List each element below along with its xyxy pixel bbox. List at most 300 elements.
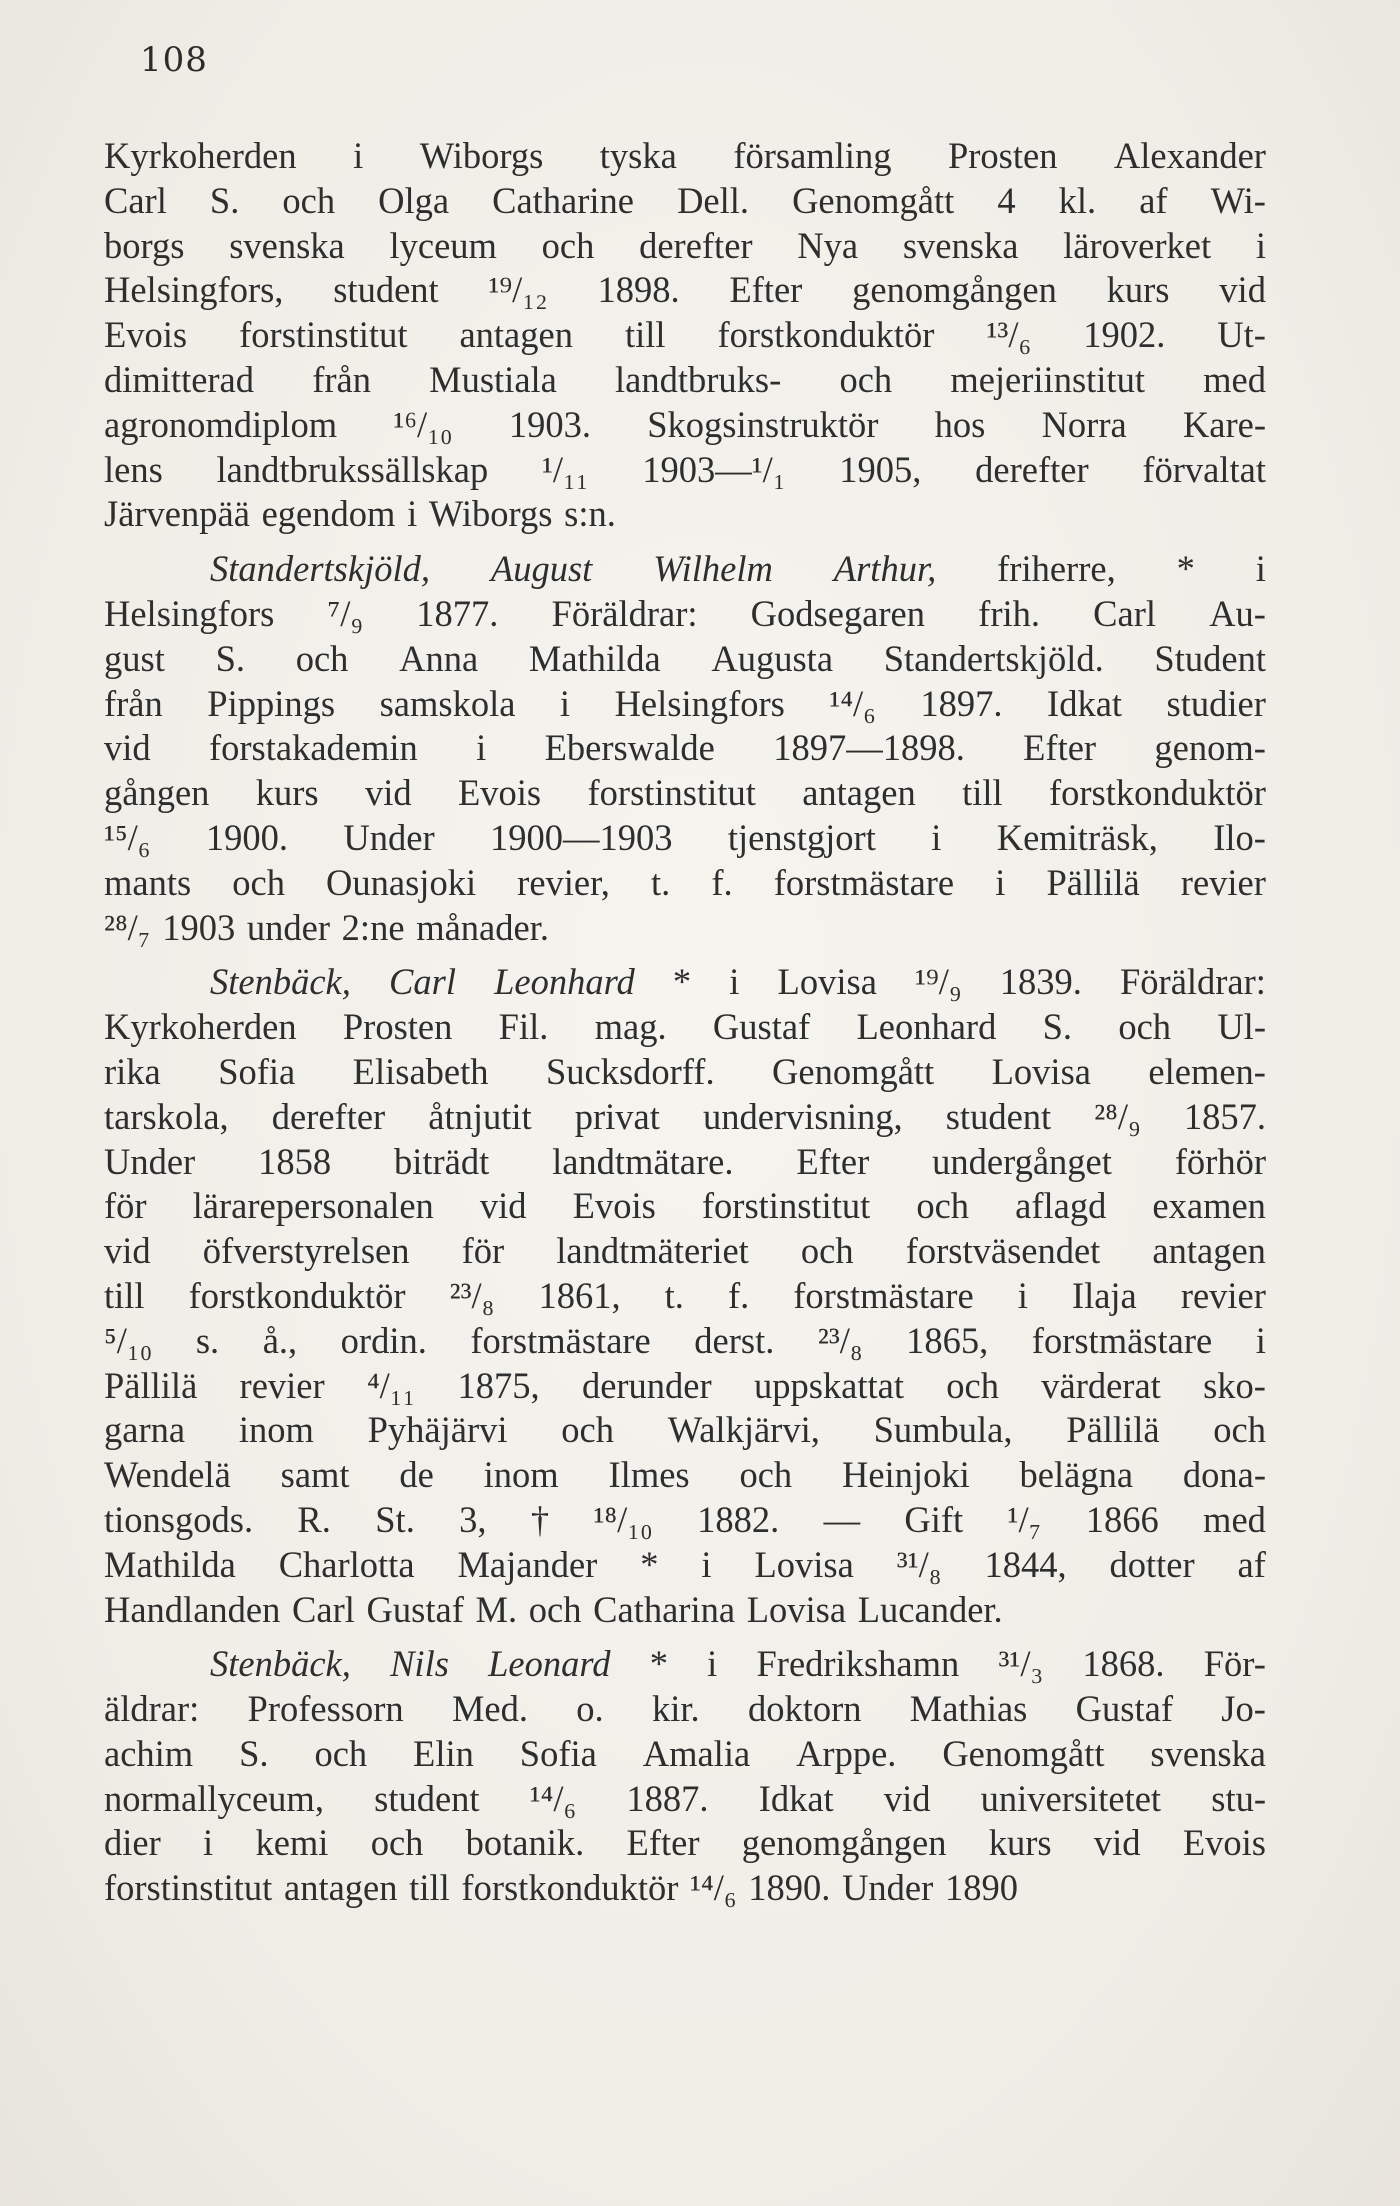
word: lens <box>104 448 163 490</box>
word: i <box>1017 1274 1028 1316</box>
word: Genomgått <box>942 1732 1105 1774</box>
word: från <box>104 682 163 724</box>
word: forstmästare <box>793 1274 974 1316</box>
word: gust <box>104 637 165 679</box>
word: Pyhäjärvi <box>367 1409 508 1451</box>
entry-paragraph <box>104 547 1266 950</box>
word: Dell. <box>677 179 750 221</box>
word: vid <box>883 1777 931 1819</box>
word: och <box>314 1732 368 1774</box>
word: f. <box>727 1274 750 1316</box>
word: 1861, <box>538 1274 621 1316</box>
word: inom <box>238 1409 314 1451</box>
word: Föräldrar: <box>551 592 698 634</box>
word: förvaltat <box>1142 448 1266 490</box>
word: Med. <box>451 1688 528 1730</box>
word: lärarepersonalen <box>192 1185 434 1227</box>
word: och <box>800 1230 854 1272</box>
text-line <box>104 1050 1266 1095</box>
word: Kyrkoherden <box>104 1006 297 1048</box>
word: S. <box>209 179 240 221</box>
word: med <box>1203 1498 1266 1540</box>
word: Gustaf <box>366 1588 464 1630</box>
word: dotter <box>1109 1543 1195 1585</box>
italic-name-word: Stenbäck, <box>210 961 351 1003</box>
word: landtmäteriet <box>556 1230 749 1272</box>
word: 1903. <box>508 403 591 445</box>
word: mants <box>104 861 192 903</box>
word: Mathias <box>909 1688 1028 1730</box>
word: läroverket <box>1063 224 1212 266</box>
word: ¹/₇ <box>1007 1498 1042 1540</box>
word: ¹⁴/₆ <box>529 1777 577 1819</box>
word: ⁵/₁₀ <box>104 1319 153 1361</box>
word: för <box>104 1185 147 1227</box>
word: Kare- <box>1182 403 1266 445</box>
word: och <box>370 1822 424 1864</box>
word: Ilaja <box>1071 1274 1137 1316</box>
word: Järvenpää <box>104 493 250 535</box>
word: Leonhard <box>856 1006 997 1048</box>
word: värderat <box>1041 1364 1161 1406</box>
word: Au- <box>1209 592 1266 634</box>
word: ²⁸/₇ <box>104 906 151 948</box>
word: 1902. <box>1083 314 1166 356</box>
word: S. <box>1042 1006 1073 1048</box>
word: mag. <box>594 1006 667 1048</box>
entry-paragraph <box>104 134 1266 537</box>
word: derefter <box>271 1095 386 1137</box>
word: Eberswalde <box>544 727 715 769</box>
word: och <box>541 224 595 266</box>
word: friherre, <box>997 548 1116 590</box>
word: Pällilä <box>1066 1409 1160 1451</box>
word: Wendelä <box>104 1454 231 1496</box>
text-line <box>104 1453 1266 1498</box>
italic-name-word: Wilhelm <box>653 548 773 590</box>
text-line <box>104 960 1266 1005</box>
word: vid <box>104 1230 151 1272</box>
word: kl. <box>1058 179 1097 221</box>
word: * <box>1176 548 1195 590</box>
word: Norra <box>1041 403 1127 445</box>
word: och <box>739 1454 793 1496</box>
word: Elisabeth <box>352 1050 489 1092</box>
word: Evois <box>458 772 542 814</box>
word: vid <box>1219 269 1266 311</box>
italic-name-word: Carl <box>389 961 456 1003</box>
italic-name-word: Leonard <box>488 1643 611 1685</box>
text-line <box>104 268 1266 313</box>
word: dier <box>104 1822 161 1864</box>
word: genomgången <box>852 269 1057 311</box>
word: månader. <box>416 906 549 948</box>
text-line <box>104 492 1266 537</box>
word: Lovisa <box>991 1050 1091 1092</box>
word: Skogsinstruktör <box>647 403 879 445</box>
word: borgs <box>104 224 185 266</box>
text-line <box>104 1095 1266 1140</box>
word: i <box>203 1822 214 1864</box>
entry-paragraph <box>104 1642 1266 1911</box>
word: forstinstitut <box>587 772 756 814</box>
word: t. <box>651 861 671 903</box>
word: ⁴/₁₁ <box>366 1364 416 1406</box>
text-line <box>104 906 1266 951</box>
word: forstakademin <box>208 727 418 769</box>
word: antagen <box>459 314 573 356</box>
text-line <box>104 682 1266 727</box>
word: student <box>945 1095 1052 1137</box>
italic-name-word: Stenbäck, <box>210 1643 351 1685</box>
word: svenska <box>1150 1732 1266 1774</box>
word: Majander <box>457 1543 598 1585</box>
word: forstinstitut <box>701 1185 871 1227</box>
word: t. <box>664 1274 684 1316</box>
word: o. <box>576 1688 604 1730</box>
paragraph-spacer <box>104 537 1266 547</box>
word: kurs <box>988 1822 1052 1864</box>
paragraph-spacer <box>104 1632 1266 1642</box>
word: Genomgått <box>772 1050 935 1092</box>
word: forstkonduktör <box>188 1274 406 1316</box>
text-line <box>104 1588 1266 1633</box>
word: Mustiala <box>429 358 557 400</box>
word: revier <box>1180 861 1266 903</box>
word: 1897. <box>920 682 1003 724</box>
word: Olga <box>378 179 450 221</box>
word: ordin. <box>340 1319 427 1361</box>
word: och <box>839 358 893 400</box>
word: till <box>104 1274 145 1316</box>
word: till <box>409 1867 450 1909</box>
word: forstmästare <box>773 861 955 903</box>
word: student <box>333 269 439 311</box>
word: forstväsendet <box>905 1230 1101 1272</box>
word: i <box>407 493 418 535</box>
word: genomgången <box>741 1822 947 1864</box>
word: och <box>528 1588 582 1630</box>
word: mejeriinstitut <box>950 358 1145 400</box>
word: Efter <box>729 269 803 311</box>
word: aflagd <box>1015 1185 1107 1227</box>
word: Kyrkoherden <box>104 135 297 176</box>
word: 1900. <box>205 816 289 858</box>
word: derunder <box>581 1364 712 1406</box>
text-line <box>104 1777 1266 1822</box>
word: 1882. <box>697 1498 780 1540</box>
word: genom- <box>1154 727 1266 769</box>
word: undergånget <box>932 1140 1112 1182</box>
word: tarskola, <box>104 1095 229 1137</box>
word: Charlotta <box>278 1543 415 1585</box>
word: och <box>1213 1409 1266 1451</box>
word: Föräldrar: <box>1119 961 1266 1003</box>
word: i <box>559 682 571 724</box>
word: förhör <box>1174 1140 1266 1182</box>
word: 2:ne <box>341 906 405 948</box>
word: Efter <box>796 1140 870 1182</box>
word: 1857. <box>1183 1095 1266 1137</box>
word: ²³/₈ <box>817 1319 863 1361</box>
paragraph-spacer <box>104 950 1266 960</box>
word: till <box>624 314 666 356</box>
word: i <box>701 1543 712 1585</box>
word: 1887. <box>626 1777 709 1819</box>
text-line <box>104 547 1266 592</box>
word: Nya <box>797 224 859 266</box>
word: Idkat <box>1047 682 1123 724</box>
word: forstkonduktör <box>461 1867 679 1909</box>
word: s:n. <box>564 493 616 535</box>
word: Fredrikshamn <box>756 1643 960 1685</box>
word: 1868. <box>1082 1643 1165 1685</box>
word: Ounasjoki <box>326 861 477 903</box>
word: vid <box>479 1185 527 1227</box>
word: Efter <box>626 1822 700 1864</box>
word: Genomgått <box>792 179 955 221</box>
word: af <box>1237 1543 1266 1585</box>
word: och <box>232 861 285 903</box>
word: äldrar: <box>104 1688 200 1730</box>
word: samskola <box>379 682 516 724</box>
page-body-text <box>104 134 1266 1911</box>
word: botanik. <box>465 1822 585 1864</box>
word: å., <box>262 1319 298 1361</box>
word: Alexander <box>1113 135 1266 176</box>
word: studier <box>1166 682 1266 724</box>
word: svenska <box>229 224 345 266</box>
word: uppskattat <box>753 1364 904 1406</box>
word: 1877. <box>416 592 499 634</box>
text-line <box>104 1543 1266 1588</box>
word: med <box>1203 358 1266 400</box>
word: Ul- <box>1217 1006 1266 1048</box>
word: Helsingfors, <box>104 269 284 311</box>
word: derefter <box>639 224 753 266</box>
word: Wiborgs <box>428 493 553 535</box>
word: ³¹/₃ <box>998 1643 1044 1685</box>
word: Sucksdorff. <box>545 1050 715 1092</box>
word: * <box>640 1543 659 1585</box>
text-line <box>104 179 1266 224</box>
word: landtbrukssällskap <box>216 448 489 490</box>
word: Arppe. <box>796 1732 897 1774</box>
word: ¹³/₆ <box>986 314 1032 356</box>
word: kurs <box>1106 269 1170 311</box>
word: Sofia <box>519 1732 597 1774</box>
word: i <box>1255 548 1266 590</box>
word: Amalia <box>642 1732 751 1774</box>
word: och <box>295 637 349 679</box>
word: revier, <box>517 861 610 903</box>
word: För- <box>1203 1643 1266 1685</box>
word: ¹⁵/₆ <box>104 816 151 858</box>
word: Prosten <box>342 1006 453 1048</box>
word: 1839. <box>999 961 1082 1003</box>
word: ³¹/₈ <box>896 1543 942 1585</box>
text-line <box>104 1229 1266 1274</box>
word: Pällilä <box>104 1364 198 1406</box>
word: Carl <box>1093 592 1157 634</box>
word: f. <box>711 861 733 903</box>
text-line <box>104 1642 1266 1687</box>
word: Wi- <box>1210 179 1266 221</box>
word: Standertskjöld. <box>883 637 1104 679</box>
word: 1897—1898. <box>773 727 965 769</box>
word: ⁷/₉ <box>327 592 364 634</box>
word: Idkat <box>758 1777 834 1819</box>
word: landtbruks- <box>615 358 782 400</box>
text-line <box>104 313 1266 358</box>
word: ¹⁹/₉ <box>915 961 962 1003</box>
word: biträdt <box>393 1140 490 1182</box>
word: forstinstitut <box>239 314 408 356</box>
text-line <box>104 1140 1266 1185</box>
word: privat <box>574 1095 660 1137</box>
word: och <box>916 1185 970 1227</box>
word: ²⁸/₉ <box>1094 1095 1141 1137</box>
word: Catharine <box>492 179 635 221</box>
word: Gustaf <box>712 1006 811 1048</box>
word: rika <box>104 1050 161 1092</box>
word: inom <box>483 1454 559 1496</box>
word: revier <box>1180 1274 1266 1316</box>
word: hos <box>934 403 986 445</box>
word: frih. <box>978 592 1040 634</box>
word: i <box>995 861 1006 903</box>
word: dimitterad <box>104 358 255 400</box>
text-line <box>104 861 1266 906</box>
word: och <box>946 1364 999 1406</box>
word: forstkonduktör <box>717 314 935 356</box>
word: St. <box>375 1498 415 1540</box>
italic-name-word: Nils <box>390 1643 449 1685</box>
word: Handlanden <box>104 1588 281 1630</box>
text-line <box>104 726 1266 771</box>
text-line <box>104 816 1266 861</box>
word: agronomdiplom <box>104 403 338 445</box>
word: från <box>312 358 371 400</box>
word: och <box>1118 1006 1172 1048</box>
word: Sumbula, <box>873 1409 1013 1451</box>
word: forstkonduktör <box>1049 772 1266 814</box>
word: 1865, <box>906 1319 989 1361</box>
word: Prosten <box>947 135 1058 176</box>
word: 3, <box>459 1498 487 1540</box>
word: ¹⁸/₁₀ <box>593 1498 653 1540</box>
word: R. <box>297 1498 331 1540</box>
word: och <box>282 179 336 221</box>
word: de <box>399 1454 434 1496</box>
word: Ilmes <box>608 1454 690 1496</box>
word: under <box>246 906 330 948</box>
word: i <box>729 961 740 1003</box>
word: Lovisa <box>746 1588 847 1630</box>
word: Under <box>842 1867 934 1909</box>
word: af <box>1139 179 1168 221</box>
word: forstinstitut <box>104 1867 273 1909</box>
page-number: 108 <box>140 40 208 80</box>
word: tyska <box>599 135 677 176</box>
word: achim <box>104 1732 194 1774</box>
word: Lovisa <box>777 961 877 1003</box>
word: 1903 <box>162 906 236 948</box>
text-line <box>104 1498 1266 1543</box>
word: ¹/₁₁ <box>541 448 589 490</box>
word: Professorn <box>247 1688 404 1730</box>
word: student <box>374 1777 480 1819</box>
word: Gustaf <box>1075 1688 1173 1730</box>
word: † <box>530 1498 550 1540</box>
text-line <box>104 1687 1266 1732</box>
word: landtmätare. <box>552 1140 734 1182</box>
word: Anna <box>399 637 479 679</box>
word: vid <box>104 727 151 769</box>
word: ²³/₈ <box>449 1274 495 1316</box>
word: undervisning, <box>702 1095 903 1137</box>
word: forstmästare <box>1031 1319 1213 1361</box>
word: * <box>672 961 692 1003</box>
word: examen <box>1152 1185 1266 1227</box>
word: 1866 <box>1085 1498 1159 1540</box>
text-line <box>104 1364 1266 1409</box>
word: kemi <box>255 1822 329 1864</box>
word: Lovisa <box>754 1543 854 1585</box>
word: Evois <box>572 1185 656 1227</box>
text-line <box>104 134 1266 179</box>
word: Fil. <box>498 1006 549 1048</box>
word: Jo- <box>1221 1688 1266 1730</box>
italic-name-word: August <box>490 548 593 590</box>
text-line <box>104 1005 1266 1050</box>
word: 1875, <box>457 1364 540 1406</box>
word: för <box>461 1230 505 1272</box>
word: 1844, <box>984 1543 1067 1585</box>
word: Ut- <box>1217 314 1266 356</box>
word: Under <box>104 1140 196 1182</box>
word: dona- <box>1182 1454 1266 1496</box>
word: i <box>353 135 364 176</box>
word: vid <box>364 772 412 814</box>
text-line <box>104 448 1266 493</box>
word: garna <box>104 1409 186 1451</box>
word: kir. <box>651 1688 700 1730</box>
text-line <box>104 1821 1266 1866</box>
word: i <box>1255 1319 1266 1361</box>
word: antagen <box>802 772 916 814</box>
word: Ilo- <box>1213 816 1266 858</box>
word: Carl <box>292 1588 355 1630</box>
italic-name-word: Arthur, <box>833 548 937 590</box>
word: gången <box>104 772 210 814</box>
entry-paragraph <box>104 960 1266 1632</box>
word: — <box>823 1498 861 1540</box>
word: Pällilä <box>1046 861 1140 903</box>
word: Helsingfors <box>104 592 275 634</box>
word: forstmästare <box>470 1319 651 1361</box>
text-line <box>104 771 1266 816</box>
word: 1905, <box>839 448 922 490</box>
word: * <box>649 1643 668 1685</box>
word: församling <box>733 135 892 176</box>
word: 1900—1903 <box>489 816 673 858</box>
text-line <box>104 592 1266 637</box>
word: Walkjärvi, <box>667 1409 820 1451</box>
word: Elin <box>413 1732 474 1774</box>
word: och <box>561 1409 614 1451</box>
text-line <box>104 1274 1266 1319</box>
